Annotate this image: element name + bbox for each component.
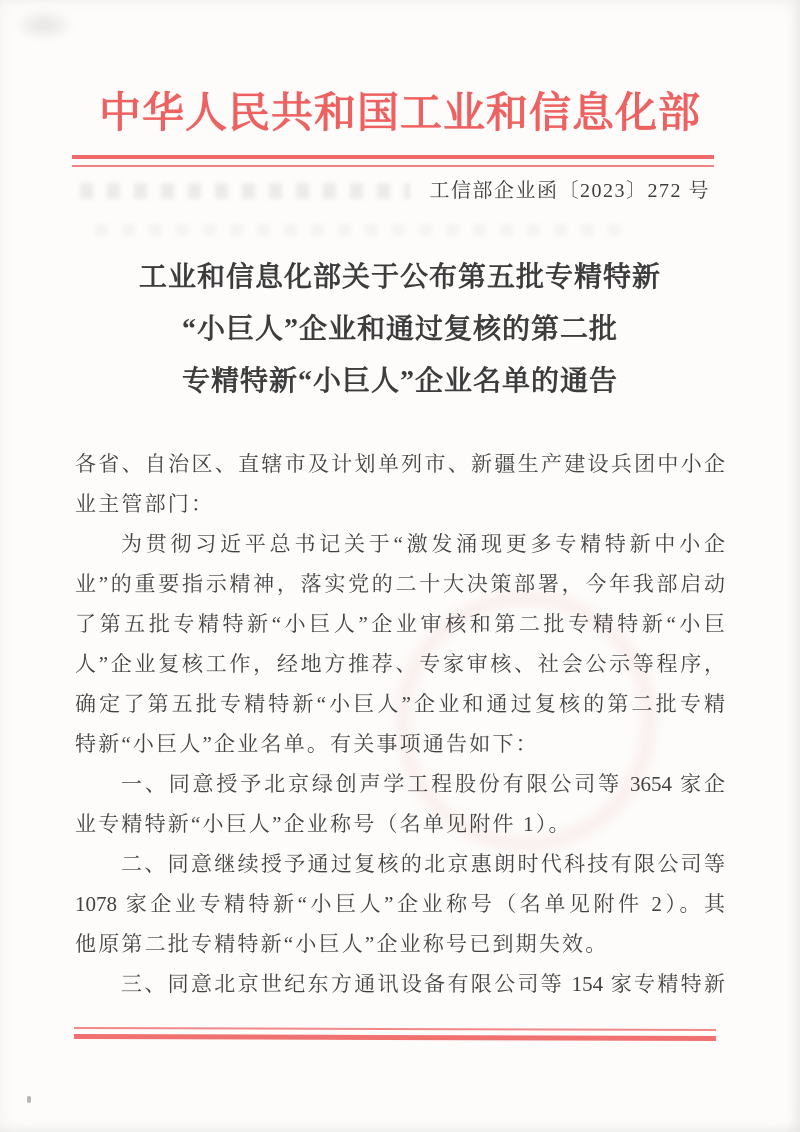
document-title <box>60 252 740 408</box>
scan-speck <box>27 1096 31 1103</box>
document-number: 工信部企业函〔2023〕272 号 <box>429 180 710 202</box>
body-line: 为贯彻习近平总书记关于“激发涌现更多专精特新中小企 <box>121 532 725 556</box>
title-line: 专精特新“小巨人”企业名单的通告 <box>181 366 618 397</box>
body-line: 了第五批专精特新“小巨人”企业审核和第二批专精特新“小巨 <box>75 612 725 636</box>
scan-smudge <box>14 8 74 42</box>
ministry-letterhead: 中华人民共和国工业和信息化部 <box>98 91 701 137</box>
title-line: “小巨人”企业和通过复核的第二批 <box>181 314 618 345</box>
body-line: 三、同意北京世纪东方通讯设备有限公司等 154 家专精特新 <box>121 972 725 996</box>
body-line: 他原第二批专精特新“小巨人”企业称号已到期失效。 <box>75 932 609 956</box>
body-line: 确定了第五批专精特新“小巨人”企业和通过复核的第二批专精 <box>75 692 725 716</box>
body-line: 一、同意授予北京绿创声学工程股份有限公司等 3654 家企 <box>121 772 725 796</box>
footer-rule-thick <box>74 1034 716 1041</box>
header-rule-thick <box>72 155 714 159</box>
title-line: 工业和信息化部关于公布第五批专精特新 <box>138 262 661 293</box>
document-body <box>75 444 725 1004</box>
body-line: 人”企业复核工作，经地方推荐、专家审核、社会公示等程序， <box>75 652 725 676</box>
ink-bleedthrough <box>95 224 635 236</box>
body-line: 业”的重要指示精神，落实党的二十大决策部署，今年我部启动 <box>75 572 725 596</box>
body-line: 业主管部门： <box>75 492 215 516</box>
footer-rule-thin <box>74 1027 716 1031</box>
header-rule-thin <box>72 165 714 167</box>
body-line: 二、同意继续授予通过复核的北京惠朗时代科技有限公司等 <box>121 852 725 876</box>
body-line: 各省、自治区、直辖市及计划单列市、新疆生产建设兵团中小企 <box>75 452 725 476</box>
body-line: 特新“小巨人”企业名单。有关事项通告如下： <box>75 732 539 756</box>
body-line: 1078 家企业专精特新“小巨人”企业称号（名单见附件 2）。其 <box>75 892 725 916</box>
body-line: 业专精特新“小巨人”企业称号（名单见附件 1）。 <box>75 812 572 836</box>
